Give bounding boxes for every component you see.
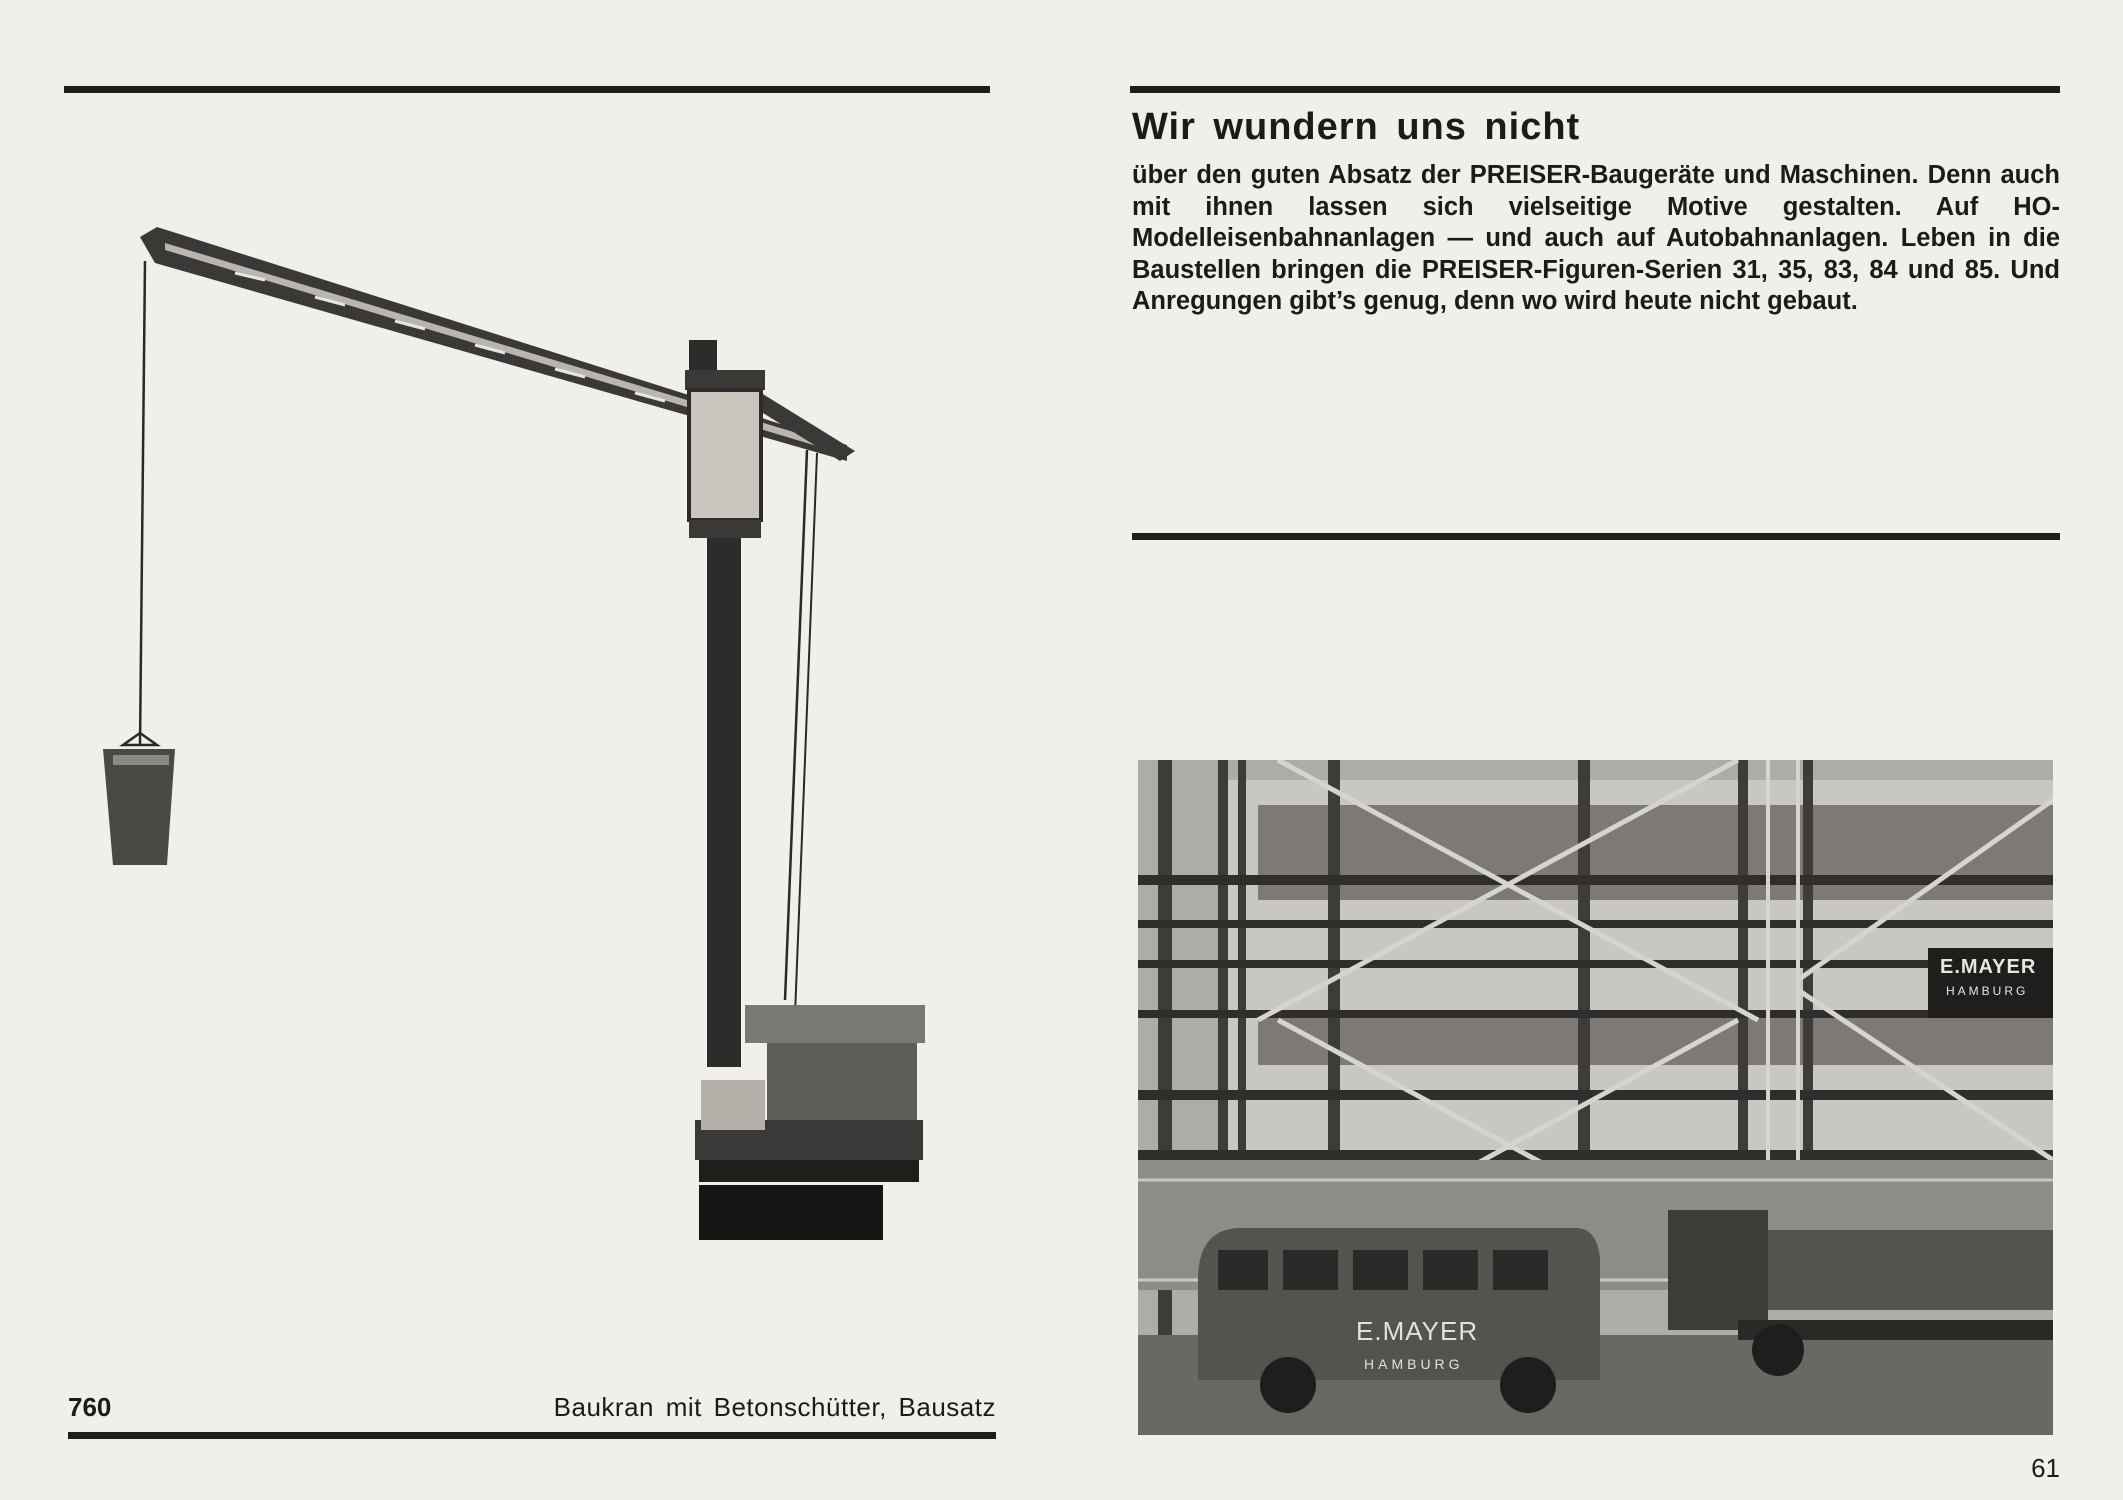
product-number: 760 bbox=[68, 1392, 112, 1422]
sign-upper-city: HAMBURG bbox=[1946, 984, 2029, 998]
article-heading: Wir wundern uns nicht bbox=[1132, 106, 1581, 148]
article-body: über den guten Absatz der PREISER-Baugeräte und Maschinen. Denn auch mit ihnen lassen sich vielseitige Motive gestalten. Auf HO-Modelleisenbahnanlagen — und auch auf Autobahnanlagen. Leben in die Baustellen bringen die PREISER-Figuren-Serien 31, 35, 83, 84 und 85. Und Anregungen gibt’s genug, denn wo wird heute nicht gebaut. bbox=[1132, 161, 2060, 315]
top-rule-left bbox=[64, 86, 990, 93]
product-caption: Baukran mit Betonschütter, Bausatz bbox=[553, 1392, 996, 1422]
van-lettering-name: E.MAYER bbox=[1356, 1316, 1479, 1346]
construction-site-photo bbox=[1138, 760, 2053, 1435]
van-lettering-city: HAMBURG bbox=[1364, 1356, 1464, 1372]
top-rule-right bbox=[1130, 86, 2060, 93]
crane-illustration bbox=[95, 225, 965, 1300]
sign-upper-name: E.MAYER bbox=[1940, 956, 2037, 978]
scaffold-scene bbox=[1138, 760, 2053, 1435]
bottom-rule-left bbox=[68, 1432, 996, 1439]
mid-rule-right bbox=[1132, 533, 2060, 540]
page-number: 61 bbox=[2031, 1453, 2060, 1483]
